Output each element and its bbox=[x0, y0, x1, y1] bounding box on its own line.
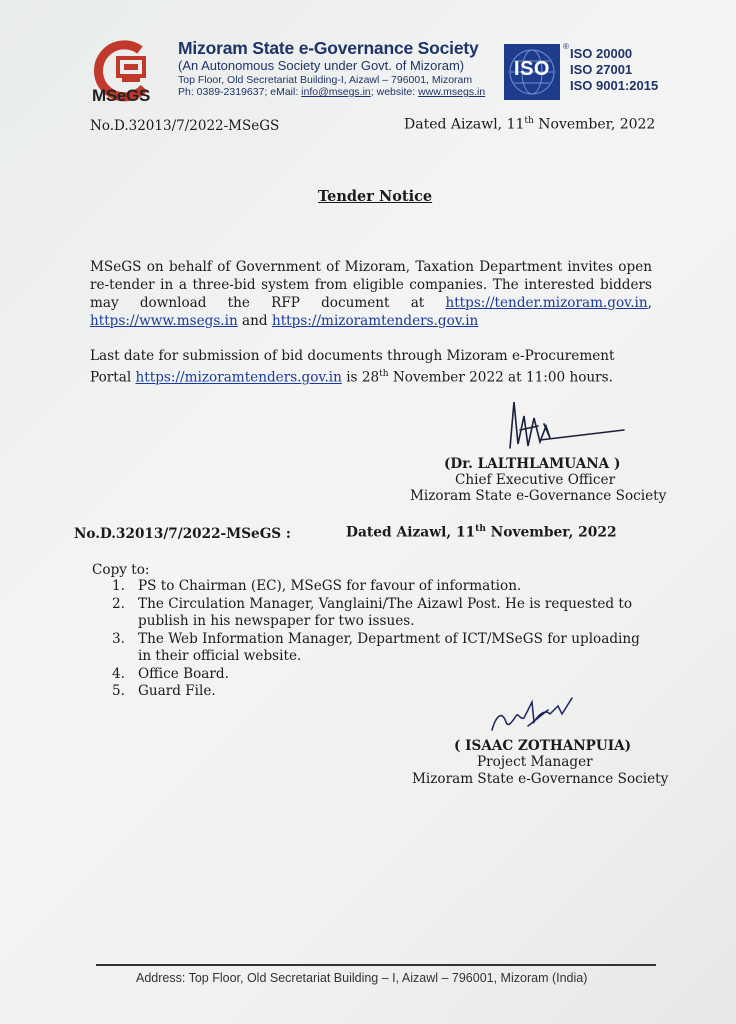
copy-reference-date: Dated Aizawl, 11th November, 2022 bbox=[346, 524, 617, 541]
signatory-1-role: Chief Executive Officer bbox=[455, 472, 616, 488]
list-item: 3. The Web Information Manager, Department of ICT/MSeGS for uploading in their official website. bbox=[112, 630, 640, 664]
msegs-website-link[interactable]: https://www.msegs.in bbox=[90, 313, 238, 329]
copy-reference-number: No.D.32013/7/2022-MSeGS : bbox=[74, 526, 291, 542]
iso-certifications bbox=[570, 46, 658, 94]
iso-cert: ISO 9001:2015 bbox=[570, 78, 659, 93]
copy-to-heading: Copy to: bbox=[92, 562, 150, 578]
org-subtitle: (An Autonomous Society under Govt. of Mizoram) bbox=[178, 58, 465, 73]
footer-divider bbox=[96, 964, 656, 966]
mizoram-tenders-link[interactable]: https://mizoramtenders.gov.in bbox=[271, 313, 479, 329]
iso-cert: ISO 20000 bbox=[570, 46, 633, 61]
signatory-2-role: Project Manager bbox=[477, 754, 593, 770]
reference-date: Dated Aizawl, 11th November, 2022 bbox=[404, 116, 656, 133]
iso-logo-text: ISO bbox=[514, 58, 550, 80]
org-contact bbox=[178, 86, 485, 98]
iso-registered: ® bbox=[563, 42, 569, 51]
signatory-2-name: ( ISAAC ZOTHANPUIA) bbox=[454, 738, 632, 754]
contact-email-link[interactable]: info@msegs.in bbox=[301, 86, 371, 98]
signature-2 bbox=[488, 692, 580, 736]
eprocurement-portal-link[interactable]: https://mizoramtenders.gov.in bbox=[135, 369, 342, 386]
list-item: 1. PS to Chairman (EC), MSeGS for favour of information. bbox=[112, 578, 522, 594]
logo-text: MSeGS bbox=[92, 86, 151, 105]
org-name: Mizoram State e-Governance Society bbox=[178, 38, 479, 58]
contact-phone: Ph: 0389-2319637; eMail: bbox=[178, 86, 302, 98]
tender-portal-link[interactable]: https://tender.mizoram.gov.in bbox=[445, 295, 648, 311]
contact-website-link[interactable]: www.msegs.in bbox=[418, 86, 486, 98]
notice-paragraph-1: MSeGS on behalf of Government of Mizoram, Taxation Department invites open re-tender in a three-bid system from eligible companies. The interested bidders may download the RFP document at https://tender.mizoram.gov.in, https://www.msegs.in and https://mizoramtenders.gov.in bbox=[90, 259, 652, 329]
notice-paragraph-2: Last date for submission of bid documents through Mizoram e-Procurement Portal https://mizoramtenders.gov.in is 28th November 2022 at 11:00 hours. bbox=[90, 348, 615, 386]
signature-1 bbox=[500, 396, 630, 458]
list-item: 5. Guard File. bbox=[112, 683, 216, 699]
signatory-1-name: (Dr. LALTHLAMUANA ) bbox=[444, 456, 621, 472]
iso-cert: ISO 27001 bbox=[570, 62, 633, 77]
list-item: 4. Office Board. bbox=[112, 665, 229, 682]
contact-mid: ; website: bbox=[370, 86, 419, 98]
signatory-2-org: Mizoram State e-Governance Society bbox=[412, 771, 669, 787]
list-item: 2. The Circulation Manager, Vanglaini/The Aizawl Post. He is requested to publish in his newspaper for two issues. bbox=[112, 595, 633, 629]
org-address: Top Floor, Old Secretariat Building-I, Aizawl – 796001, Mizoram bbox=[178, 74, 473, 86]
reference-number: No.D.32013/7/2022-MSeGS bbox=[90, 118, 280, 134]
copy-to-list bbox=[108, 578, 656, 701]
notice-title: Tender Notice bbox=[318, 188, 433, 205]
footer-address: Address: Top Floor, Old Secretariat Building – I, Aizawl – 796001, Mizoram (India) bbox=[136, 971, 588, 985]
signatory-1-org: Mizoram State e-Governance Society bbox=[410, 488, 667, 504]
iso-logo bbox=[504, 44, 560, 100]
